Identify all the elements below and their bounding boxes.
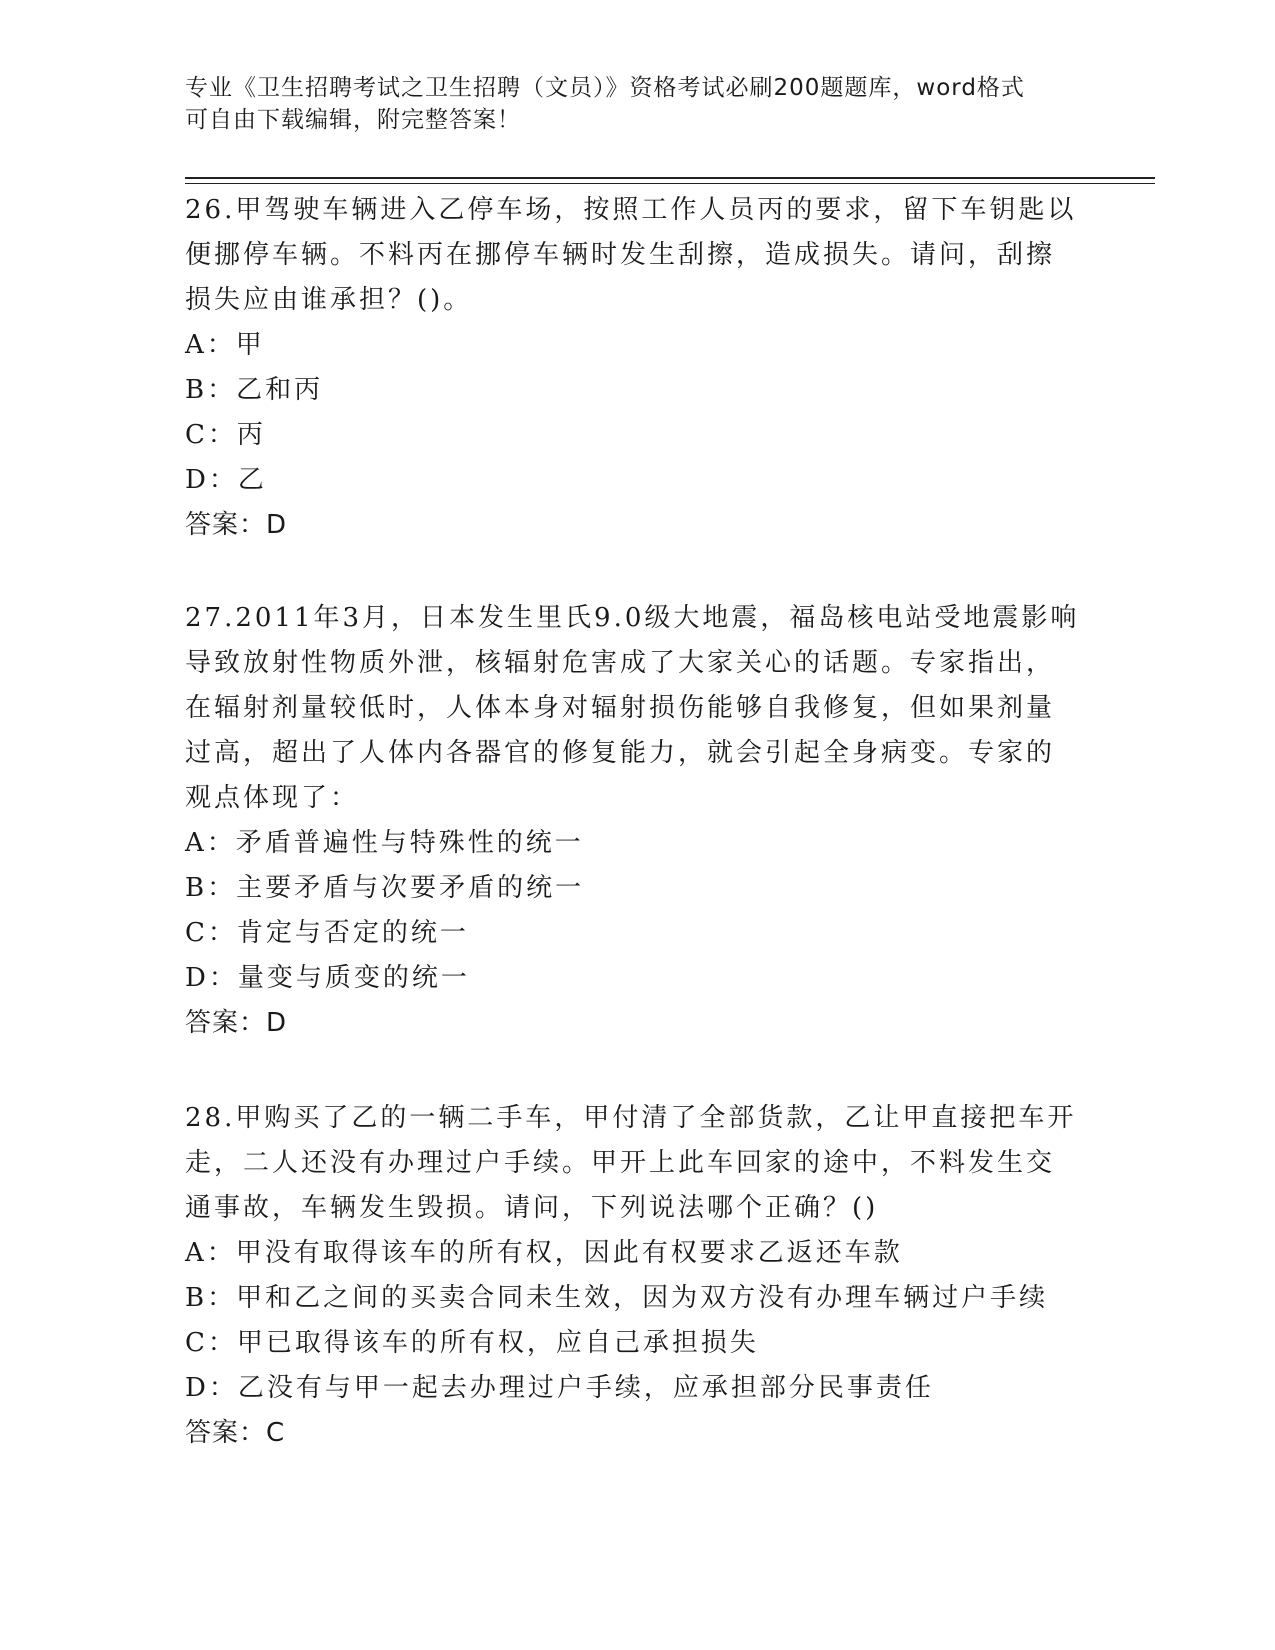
header-subtitle-line: 可自由下载编辑，附完整答案！ [185,107,521,133]
header-divider-thick [185,177,1155,179]
question-27 [185,596,1085,1046]
question-stem-line: 27.2011年3月，日本发生里氏9.0级大地震，福岛核电站受地震影响 [185,603,1080,633]
question-stem-line: 26.甲驾驶车辆进入乙停车场，按照工作人员丙的要求，留下车钥匙以 [185,195,1077,225]
option-c: C：肯定与否定的统一 [185,918,469,948]
question-stem-line: 损失应由谁承担？()。 [185,285,473,315]
question-stem-line: 便挪停车辆。不料丙在挪停车辆时发生刮擦，造成损失。请问，刮擦 [185,240,1056,270]
option-b: B：甲和乙之间的买卖合同未生效，因为双方没有办理车辆过户手续 [185,1283,1049,1313]
question-26 [185,188,1085,548]
question-stem-line: 导致放射性物质外泄，核辐射危害成了大家关心的话题。专家指出， [185,648,1056,678]
option-d: D：乙 [185,465,267,495]
header-title-line: 专业《卫生招聘考试之卫生招聘（文员）》资格考试必刷200题题库，word格式 [185,75,1025,101]
question-stem-line: 过高，超出了人体内各器官的修复能力，就会引起全身病变。专家的 [185,738,1056,768]
option-d: D：量变与质变的统一 [185,963,470,993]
answer-line: 答案：C [185,1418,286,1448]
option-c: C：甲已取得该车的所有权，应自己承担损失 [185,1328,759,1358]
option-d: D：乙没有与甲一起去办理过户手续，应承担部分民事责任 [185,1373,934,1403]
question-stem-line: 走，二人还没有办理过户手续。甲开上此车回家的途中，不料发生交 [185,1148,1056,1178]
answer-line: 答案：D [185,1008,288,1038]
option-a: A：甲 [185,330,265,360]
question-28 [185,1096,1085,1456]
question-stem-line: 观点体现了： [185,783,360,813]
option-a: A：矛盾普遍性与特殊性的统一 [185,828,584,858]
question-stem-line: 通事故，车辆发生毁损。请问，下列说法哪个正确？() [185,1193,879,1223]
document-header [185,72,1085,136]
option-b: B：乙和丙 [185,375,324,405]
option-a: A：甲没有取得该车的所有权，因此有权要求乙返还车款 [185,1238,903,1268]
question-stem-line: 在辐射剂量较低时，人体本身对辐射损伤能够自我修复，但如果剂量 [185,693,1056,723]
question-stem-line: 28.甲购买了乙的一辆二手车，甲付清了全部货款，乙让甲直接把车开 [185,1103,1077,1133]
header-divider-thin [185,183,1155,184]
answer-line: 答案：D [185,510,288,540]
option-b: B：主要矛盾与次要矛盾的统一 [185,873,585,903]
option-c: C：丙 [185,420,266,450]
